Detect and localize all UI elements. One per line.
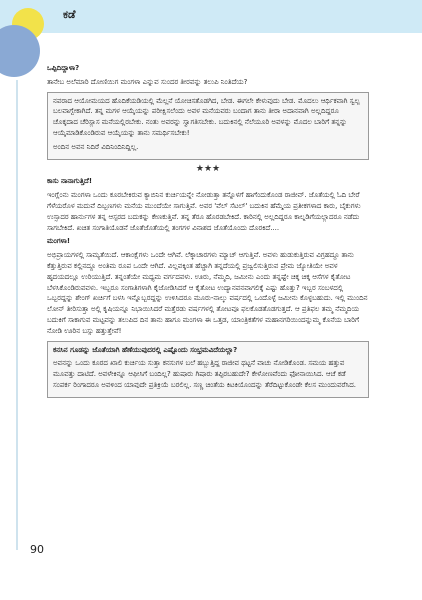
highlight-box: [47, 341, 369, 398]
page-number: 90: [30, 543, 44, 556]
section-separator: ★★★: [195, 163, 221, 174]
box-paragraph: ಅವನನ್ನು ಒಂದು ಕೂರದ ಖಾಲಿ ಕುರ್ಚಿಯ ಸುತ್ತಾ ಕನಸುಗಳ ಬಲೆ ಹಬ್ಬುತ್ತಿದ್ದ ರಾಜೀವ ಥಟ್ಟನೆ ವಾಚು ನೋಡಿಕೊಂಡ. ಸಮಯ ಹತ್ತುವ ಮೂವತ್ತು ದಾಟಿದೆ. ಅವಳೇಕಿನ್ನೂ ಆಫೀಸಿಗೆ ಬಂದಿಲ್ಲ? ಹುಷಾರು ಗಿಷಾರು ತಪ್ಪಿರಬಹುದೇ? ಕೇಳೋಣವೆಂದು ಫೋನಾಯಿಸಿದ. ಆಚೆ ಕಡೆ ಸಂಪರ್ಕ ರಿಂಗಾದರೂ ಅವಳಿಂದ ಯಾವುದೇ ಪ್ರತಿಕ್ರಿಯೆ ಬರಲಿಲ್ಲ. ಸಣ್ಣ ಚಿಂತೆಯ ಕಿಟಕಿಯೊಂದನ್ನು ತೆರೆದಿಟ್ಟುಕೊಂಡೇ ಕೆಲಸ ಮುಂದುವರೆಸಿದ.: [53, 359, 356, 389]
paragraph: ತಾನೇಬ ಅಲೆಮಾರಿ ದೋಣಿಯಿಗ ಮಂಗಳಾ ಎನ್ನುವ ಸುಂದರ ತೀರವನ್ನು ತಲುಪಿ ನಿಂತಿದೆಯ?: [47, 77, 248, 86]
paragraph: ಇಂಗ್ಲೆಂನು ಮಂಗಳಾ ಒಂದು ಕೂರಬೇಕಿರುವ ಕ್ಯಾಬಿನಿನ ಕುರ್ಚಿಯನ್ನೇ ನೋಡುತ್ತಾ ತನ್ನೊಳಗೆ ಹಾಗೆಂದುಕೊಂಡ ರಾಜೀವ್. ಜೊತೆಯಲ್ಲಿ ಓದಿ ಬೇರೆ ಗೆಳೆಯರೊಳ ಮದುವೆ ದಿಬ್ಬಣಗಳು ಮನೆಯ ಮುಂದೆಯೇ ಸಾಗುತ್ತಿವೆ. ಅವರ 'ವೆಲ್ ಸೆಟಲ್' ಬದುಕಿನ ಹೆಮ್ಮೆಯ ಪ್ರತೀಕಗಳಾದ ಕಾರು, ಬೈಕುಗಳು ಉಸ್ಸಾದರ ಹಾರ್ನುಗಳ ತನ್ನ ಆಸ್ಪರದ ಬದುಕನ್ನು ಕೇಣಕುತ್ತಿವೆ. ತನ್ನ ತೆರೂ ಹೊರಡಬೇಕಿದೆ. ಕಾರಿನಲ್ಲಿ ಅಲ್ಲದಿದ್ದರೂ ಕಾಲ್ನಡಿಗೆಯಲ್ಲಾದರೂ ನಡೆದು ಸಾಗಬೇಕಿದೆ. ಖಚಿತ ಸಂಗಾತಿಯೊಡನೆ ಜೊತೆಜೊತೆಯಲ್ಲಿ ತಂಗಗಳ ವಿನಾಶದ ಜೊತೆಯೊಂದು ದೊರಕಿದೆ....: [47, 191, 361, 232]
paragraph: ಮಂಗಳಾ!: [47, 237, 71, 246]
box-paragraph: ಅಂದಿನ ಅವನ ನಿದಿರೆ ವಿದಿನಿಂದಿನಿದ್ದಿಲ್ಲ.: [53, 142, 139, 151]
box-paragraph: ಕನಸಿನ ಗೂಡನ್ನು ಜೊತೆಯಾಗಿ ಹೆಣೆಯುವುದರಲ್ಲಿ ಎಷ್ಟೊಂದು ಸಂಭ್ರಮವಿದೆಯಲ್ಲಾ?: [53, 345, 238, 354]
paragraph: ಕಾಸು ನಾನಾಗುತ್ತಿದೆ!: [47, 177, 93, 186]
box-paragraph: ನವರಾದ ಆಯೋಮಯದ ಹೊದಿಕೆಯಡಿಯಲ್ಲಿ ಮೆಲ್ಲನೆ ಯೋಚಿಸತೊಡಗಿದ, ಬೇಡ. ಈಗಲೇ ಕೇಳುವುದು ಬೇಡ. ಮೊದಲು ಆರ್ಥಿಕವಾಗಿ ಸ್ವಲ್ಪ ಬಲವಾಗ್ಬೇಕಾಗಿದೆ. ತನ್ನ ಮಗಳ ಆಯ್ಕೆಯನ್ನು ಪರೀಕ್ಷಿಸಲೆಂದು ಅವಳ ಮನೆಯವರು ಬಂದಾಗ ತಾನು ತೀರಾ ಅದಾನವಾಗಿ ಅಲ್ಲದಿದ್ದರೂ ಚೊಕ್ಕದಾದ ಚೆರಿಸ್ಲಾಸ ಮನೆಯಲ್ಲಿರಬೇಕು. ನಂತು ಅವರನ್ನು ಸ್ವಾಗತಿಸಬೇಕು. ಬದುಕಿನಲ್ಲಿ ನೆಲೆಯೂರಿ ಅವಳನ್ನು ಮೊದಲ ಬಾರಿಗೆ ತನ್ನನ್ನು ಆಯ್ಕೆಮಾಡಿಕೊಂಡಿರುವ ಆಯ್ಕೆಯನ್ನು ತಾನು ಸಮರ್ಥಿಸಬೇಕು!: [53, 96, 360, 137]
margin-rule: [16, 80, 18, 550]
highlight-box: [47, 92, 369, 160]
main-text: [47, 63, 369, 402]
paragraph: ಅಭಿಪ್ರಾಯಗಳಲ್ಲಿ ಸಾಮ್ಯತೆಯಿದೆ. ಆಕಾಂಕ್ಷೆಗಳು ಒಂದೇ ಆಗಿವೆ. ಲೆಕ್ಕಾಚಾರಗಳು ಮ್ಯಾಚ್ ಆಗುತ್ತಿವೆ. ಅವಳು ಹುಡುಕುತ್ತಿರುವ ವಿಗ್ರಹದ್ದೂ ತಾನು ಕೆತ್ತುತ್ತಿರುವ ಕಲ್ಲಿನದ್ದೂ ಅಂತಿಮ ರೂಪ ಒಂದೇ ಆಗಿದೆ. ವಿಲ್ಲವಕ್ಕಿಂತ ಹೆಚ್ಚಾಗಿ ತನ್ನದೆಯಲ್ಲಿ ಪ್ರಜ್ವಲಿಸುತ್ತಿರುವ ಪ್ರೇಮ ಜ್ಯೋತಿಯೇ ಅವಳ ಹೃದಯದಲ್ಲೂ ಉರಿಯುತ್ತಿದೆ. ತನ್ನಂತೆಯೇ ಮಧ್ಯಮ ವರ್ಗದವಳು. ಊರು, ನೆಮ್ಮದಿ, ಜಮೀನು ಎಂದು ತನ್ನಷ್ಟೇ ಚಿಕ್ಕ ಚಿಕ್ಕ ಆಸೆಗಳ ಕೈತೋಟ ಬೆಳಸಿಕೊಂಡಿರುವವಳು. ಇಬ್ಬರೂ ಸಂಗಾತಿಗಳಾಗಿ ಕೈಜೋಡಿಸಿದರೆ ಆ ಕೈತೋಟ ಉದ್ಯಾನವನವಾಗಲಿಕ್ಕೆ ಎಷ್ಟು ಹೊತ್ತು? ಇಬ್ಬರ ಸಂಬಳದಲ್ಲಿ ಒಬ್ಬರದ್ದನ್ನು ಶೇಂಗ್ ಖರ್ಚಿಗೆ ಬಳಸಿ ಇನ್ನೊಬ್ಬರದ್ದನ್ನು ಉಳಿಸಿದರೂ ಮೂರು-ನಾಲ್ಕು ವರ್ಷದಲ್ಲಿ ಒಂದೊಳ್ಳೆ ಜಮೀನು ಕೊಳ್ಳಬಹುದು. ಇಲ್ಲಿ ಮುಂದಿನ ಲೋನ್ ತೀರಿಸುತ್ತಾ ಅಲ್ಲಿ ಕೃಷಿಯನ್ನೂ ನಿಭಾಯಿಸಿದರೆ ಮತ್ತೆರಡು ವರ್ಷಗಳಲ್ಲಿ ತೋಟವೂ ಫಲಕೊಡತೊಡಗುತ್ತದೆ. ಆ ಪ್ರತಿಫಲ ತಮ್ಮ ನೆಮ್ಮದಿಯ ಬದುಕಿಗೆ ಸಾಕಾಗುವ ಮಟ್ಟವನ್ನು ತಲುಪಿದ ದಿನ ತಾನು ಹಾಗೂ ಮಂಗಳಾ ಈ ಒತ್ತಡ, ಯಾಂತ್ರಿಕತೆಗಳ ಮಹಾನಗರಿಯಿಂದನ್ನುಮ್ಮ ಕೊನೆಯ ಬಾರಿಗೆ ನೋಡಿ ಊರಿನ ಬಸ್ಸು ಹತ್ತುತ್ತೇವೆ!: [47, 251, 368, 335]
page-header-title: ಕಡೆ: [63, 8, 76, 21]
paragraph: ಒಪ್ಪಿದಿದ್ದಾಳಾ?: [47, 64, 80, 72]
